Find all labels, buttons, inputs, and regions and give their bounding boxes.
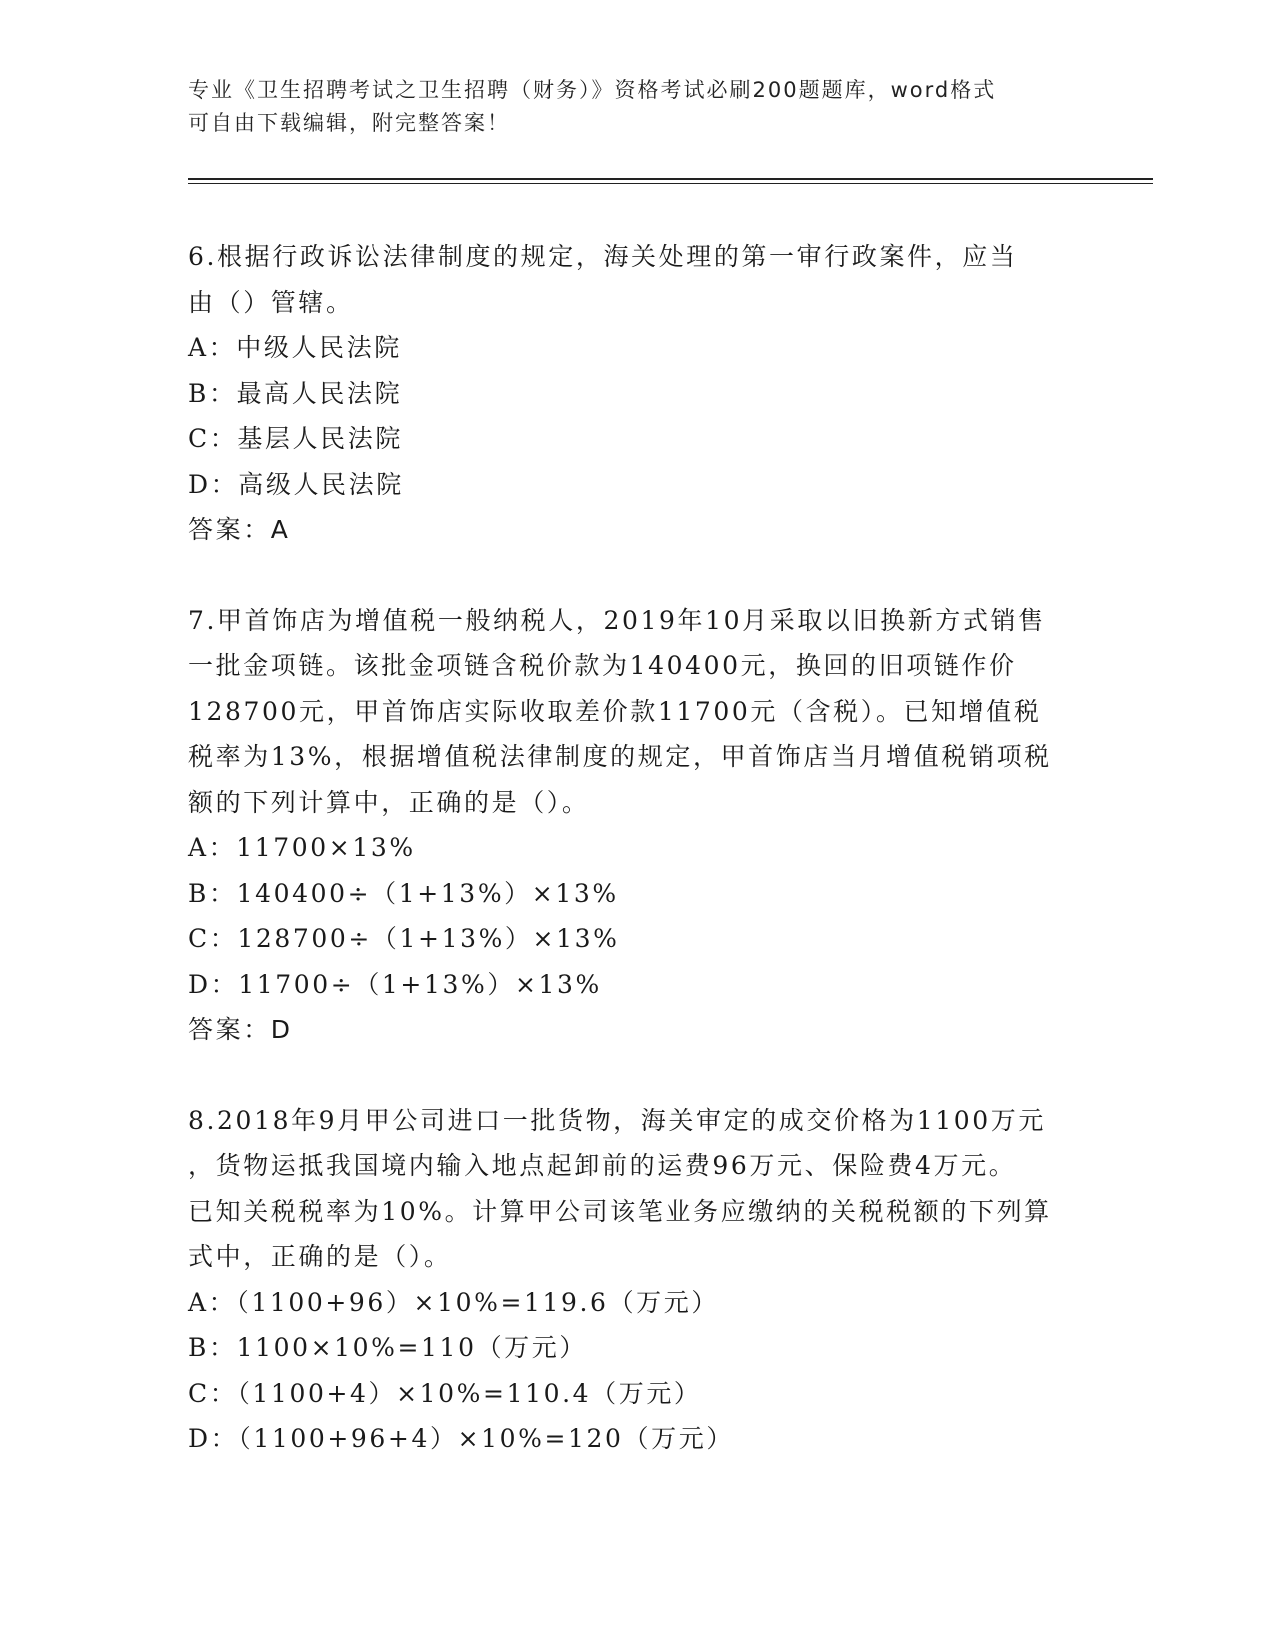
answer-label: 答案：D <box>188 1015 293 1044</box>
header-divider-thick <box>188 178 1153 180</box>
option-c: C：基层人民法院 <box>188 424 403 453</box>
question-8 <box>188 1098 1088 1462</box>
option-d: D：（1100+96+4）×10%=120（万元） <box>188 1424 734 1453</box>
option-b: B：1100×10%=110（万元） <box>188 1333 587 1362</box>
header-line-1: 专业《卫生招聘考试之卫生招聘（财务）》资格考试必刷200题题库，word格式 <box>188 78 997 102</box>
option-a: A：（1100+96）×10%=119.6（万元） <box>188 1287 719 1317</box>
question-stem-line: 税率为13%，根据增值税法律制度的规定，甲首饰店当月增值税销项税 <box>188 742 1052 771</box>
question-stem-line: 8.2018年9月甲公司进口一批货物，海关审定的成交价格为1100万元 <box>188 1105 1047 1135</box>
question-stem-line: 式中，正确的是（）。 <box>188 1242 452 1271</box>
option-b: B：140400÷（1+13%）×13% <box>188 878 619 908</box>
header-divider-thin <box>188 183 1153 184</box>
option-c: C：（1100+4）×10%=110.4（万元） <box>188 1378 702 1408</box>
question-6 <box>188 234 1088 553</box>
question-stem-line: 一批金项链。该批金项链含税价款为140400元，换回的旧项链作价 <box>188 651 1017 680</box>
option-a: A：中级人民法院 <box>188 333 402 362</box>
answer-label: 答案：A <box>188 515 291 544</box>
question-list <box>188 234 1088 1507</box>
question-stem-line: 128700元，甲首饰店实际收取差价款11700元（含税）。已知增值税 <box>188 696 1042 726</box>
question-stem-line: 7.甲首饰店为增值税一般纳税人，2019年10月采取以旧换新方式销售 <box>188 605 1046 635</box>
option-a: A：11700×13% <box>188 833 416 862</box>
question-stem-line: 6.根据行政诉讼法律制度的规定，海关处理的第一审行政案件，应当 <box>188 242 1018 271</box>
question-stem-line: 额的下列计算中，正确的是（）。 <box>188 787 590 817</box>
question-stem-line: 由（）管辖。 <box>188 287 354 317</box>
option-d: D：11700÷（1+13%）×13% <box>188 969 602 999</box>
header-line-2: 可自由下载编辑，附完整答案！ <box>188 111 510 135</box>
question-stem-line: 已知关税税率为10%。计算甲公司该笔业务应缴纳的关税税额的下列算 <box>188 1196 1052 1226</box>
page-header <box>188 74 1088 140</box>
question-stem-line: ，货物运抵我国境内输入地点起卸前的运费96万元、保险费4万元。 <box>188 1151 1017 1180</box>
option-d: D：高级人民法院 <box>188 469 404 499</box>
option-b: B：最高人民法院 <box>188 378 403 408</box>
option-c: C：128700÷（1+13%）×13% <box>188 924 620 953</box>
question-7 <box>188 598 1088 1053</box>
